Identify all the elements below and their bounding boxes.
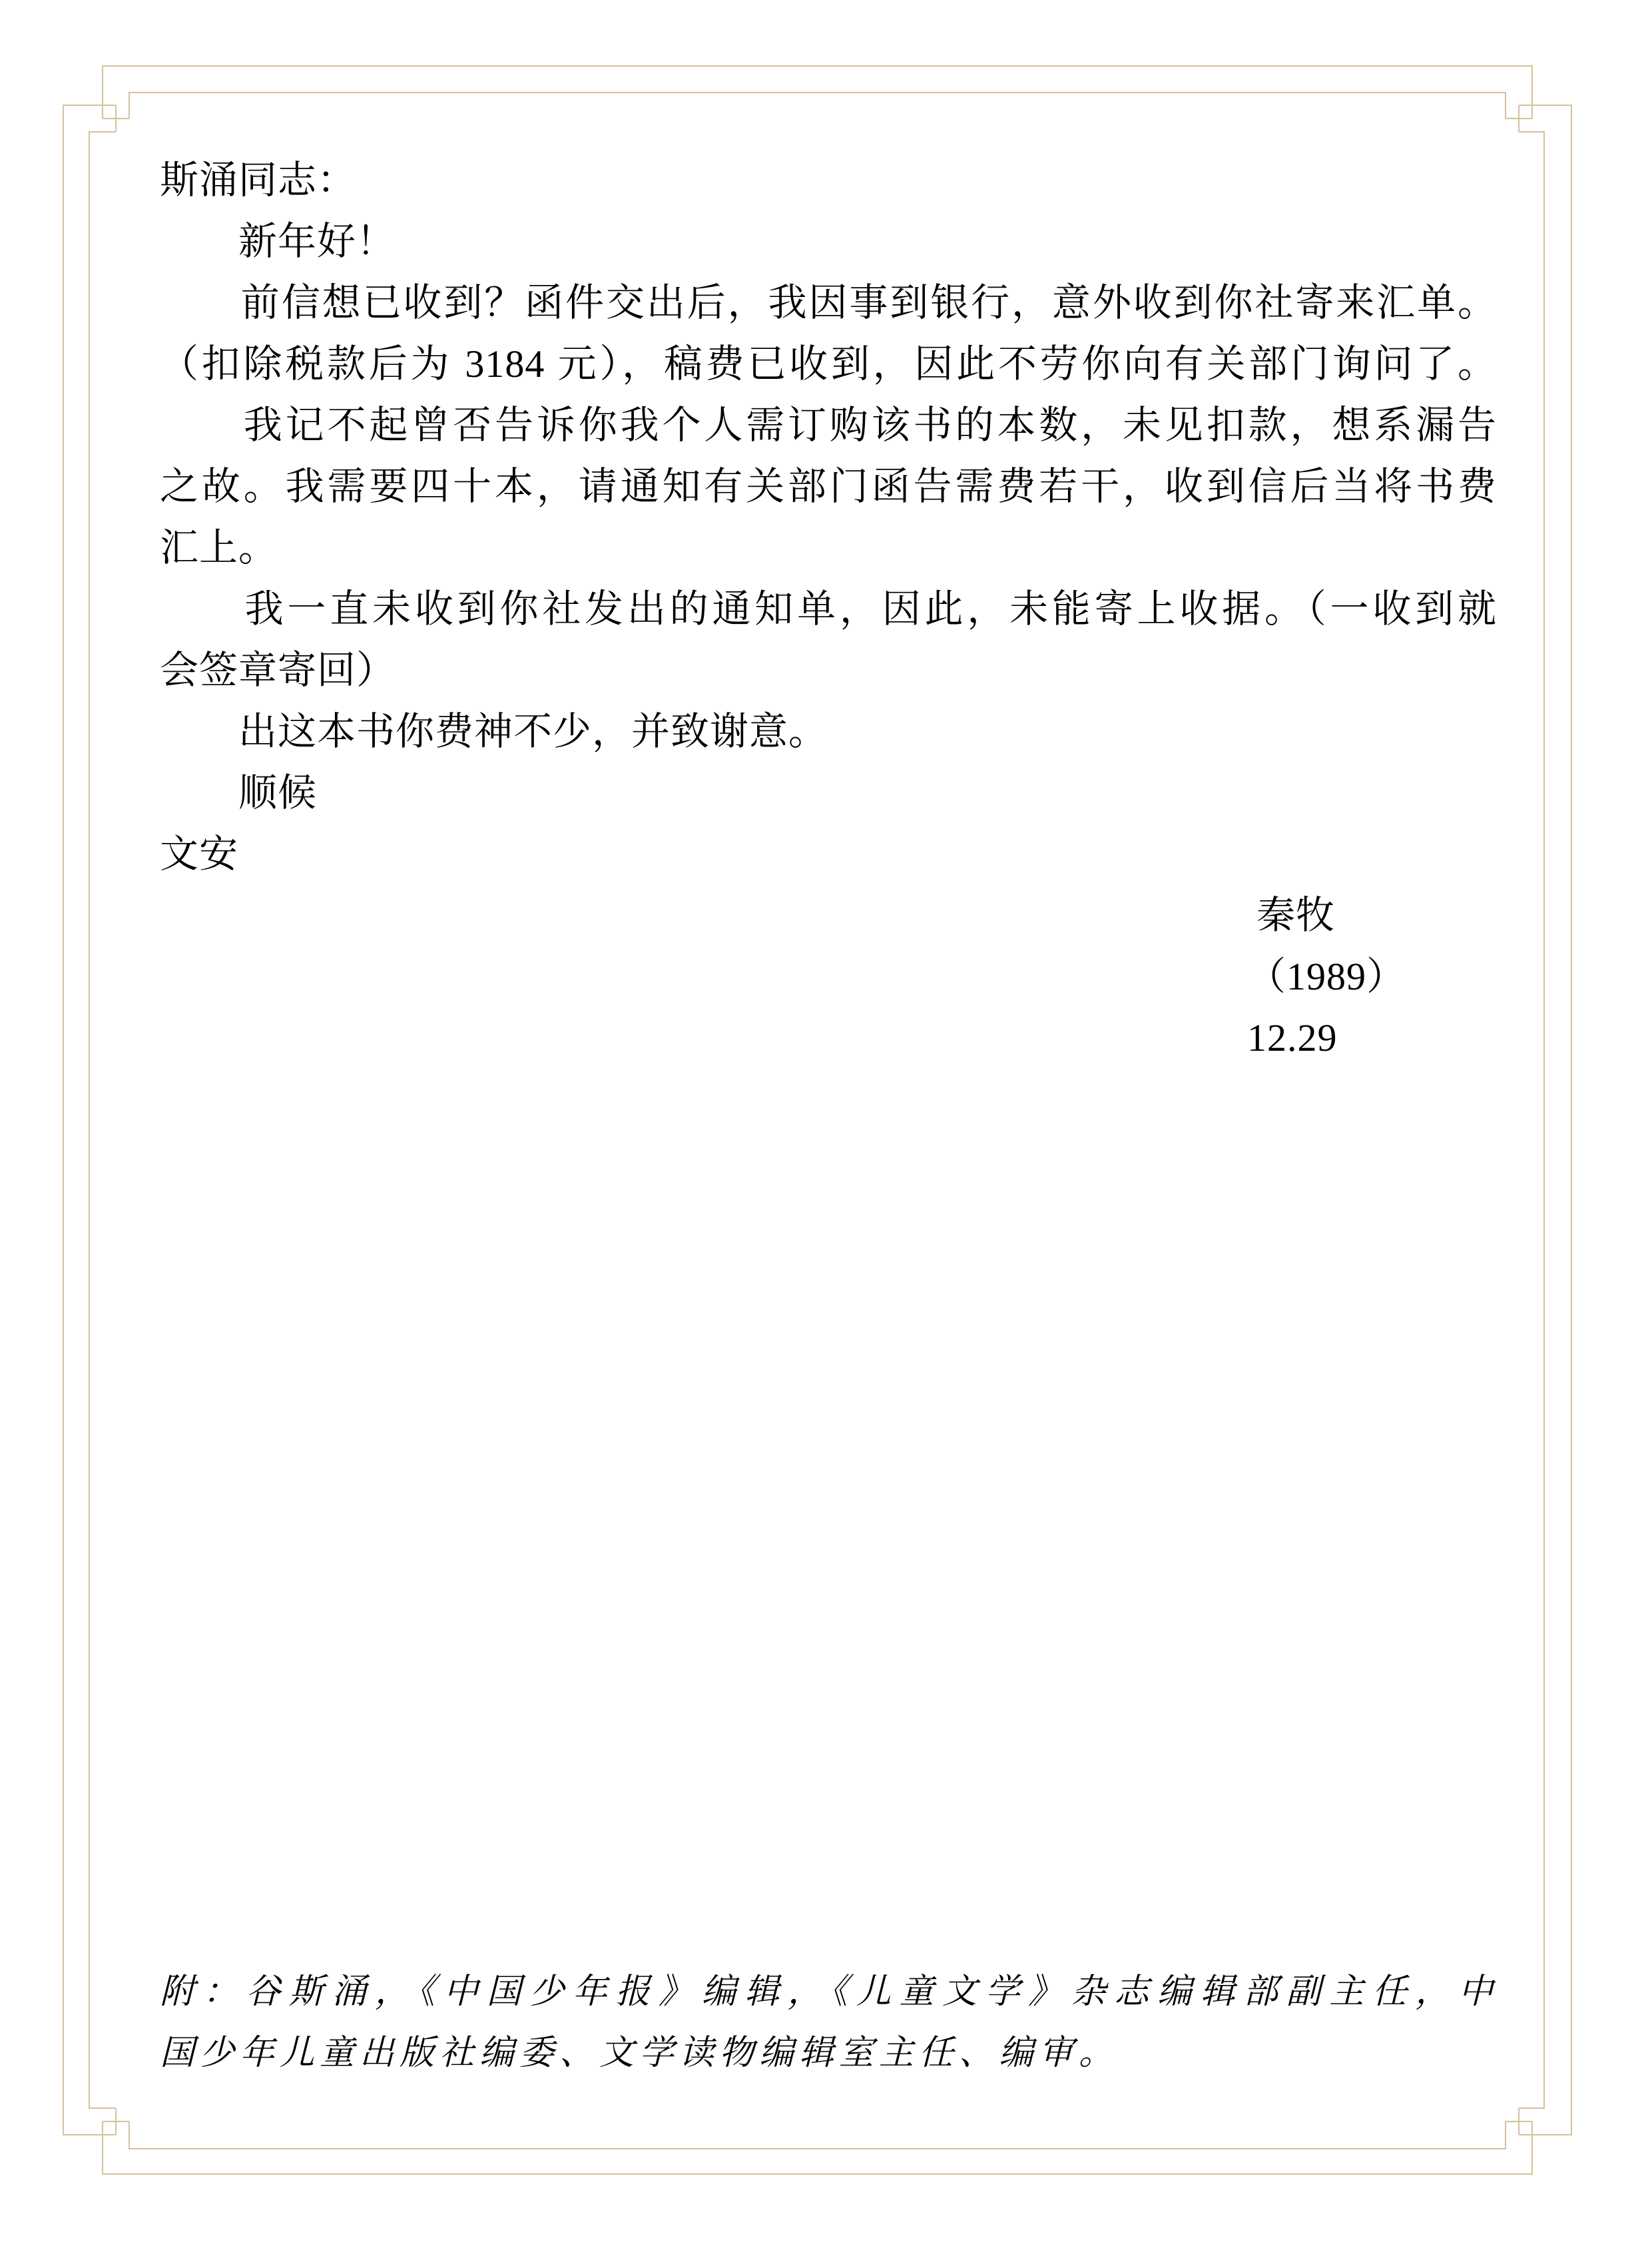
body-line-4: （扣除税款后为 3184 元），稿费已收到，因此不劳你向有关部门询问了。	[160, 342, 1497, 386]
body-line-10: 出这本书你费神不少，并致谢意。	[160, 710, 828, 753]
corner-weave-top-right	[1506, 105, 1532, 132]
editor-note	[160, 1962, 1498, 2084]
body-line-6: 之故。我需要四十本，请通知有关部门函告需费若干，收到信后当将书费	[160, 465, 1497, 508]
corner-weave-top-left	[103, 105, 129, 132]
corner-weave-bottom-left	[103, 2108, 129, 2135]
frame-a-left	[63, 105, 116, 2135]
body-line-9: 会签章寄回）	[160, 649, 396, 692]
frame-b-right	[1519, 132, 1544, 2108]
signature-name: 秦牧	[1256, 894, 1336, 937]
frame-a-top	[103, 66, 1532, 119]
frame-a-bottom	[103, 2121, 1532, 2174]
frame-b-top	[129, 93, 1506, 119]
signature-date: （1989） 12.29	[1247, 955, 1406, 1059]
closing-wenan-line: 文安	[160, 832, 239, 876]
frame-b-left	[89, 132, 116, 2108]
body-line-7: 汇上。	[160, 526, 278, 569]
note-line-2: 国少年儿童出版社编委、文学读物编辑室主任、编审。	[160, 2034, 1119, 2072]
greeting-line: 新年好！	[160, 220, 396, 263]
body-line-3: 前信想已收到？函件交出后，我因事到银行，意外收到你社寄来汇单。	[160, 281, 1497, 324]
corner-weave-bottom-right	[1506, 2108, 1532, 2135]
body-line-8: 我一直未收到你社发出的通知单，因此，未能寄上收据。（一收到就	[160, 587, 1497, 631]
letter-body	[160, 150, 1497, 1069]
salutation-line: 斯涌同志：	[160, 158, 357, 202]
closing-shunhou-line: 顺候	[160, 771, 318, 814]
body-line-5: 我记不起曾否告诉你我个人需订购该书的本数，未见扣款，想系漏告	[160, 404, 1497, 447]
note-line-1: 附：谷斯涌，《中国少年报》编辑，《儿童文学》杂志编辑部副主任，中	[160, 1973, 1498, 2011]
frame-b-bottom	[129, 2121, 1506, 2149]
frame-a-right	[1519, 105, 1571, 2135]
